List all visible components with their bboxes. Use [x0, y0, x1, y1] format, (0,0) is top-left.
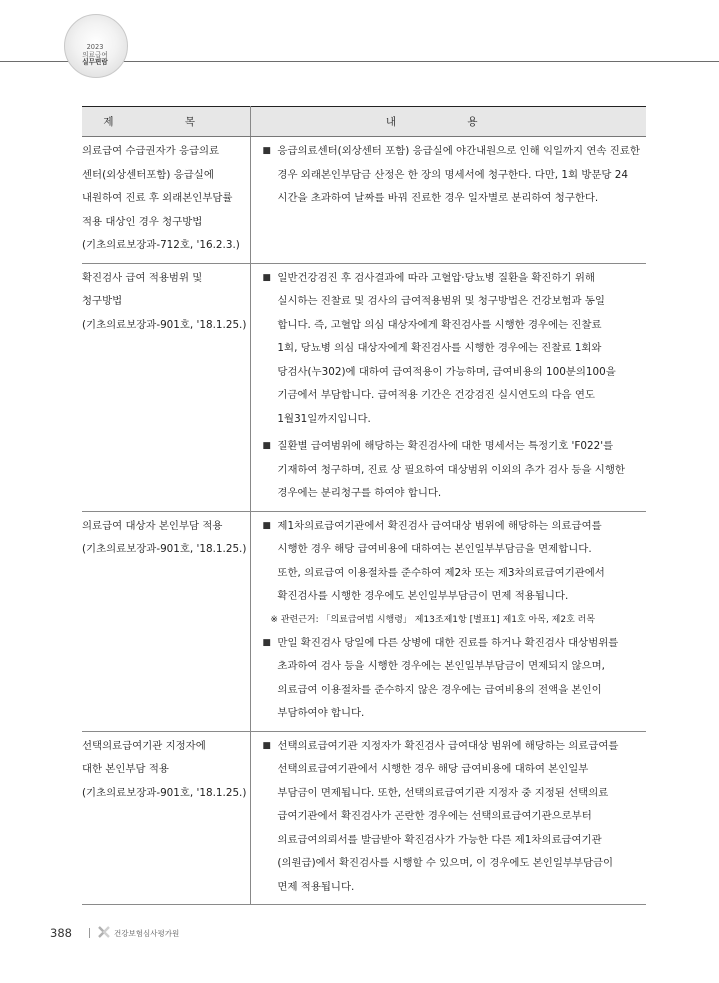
bullet-item — [262, 632, 644, 726]
header-title-cell — [82, 107, 251, 137]
row-title-line: 확진검사 급여 적용범위 및 — [82, 271, 203, 284]
row-title-line: 선택의료급여기관 지정자에 — [82, 739, 206, 752]
bullet-item — [262, 735, 644, 900]
row-title-line: 의료급여 대상자 본인부담 적용 — [82, 519, 223, 532]
content-line: 제1차의료급여기관에서 확진검사 급여대상 범위에 해당하는 의료급여를 — [277, 519, 602, 532]
row-reference: (기초의료보장과-901호, '18.1.25.) — [82, 786, 247, 799]
organization-logo-icon — [97, 925, 111, 939]
content-line: 시간을 초과하여 날짜를 바꿔 진료한 경우 일자별로 분리하여 청구한다. — [277, 192, 599, 204]
content-line: 시행한 경우 해당 급여비용에 대하여는 본인일부부담금을 면제합니다. — [277, 543, 592, 555]
content-line: 확진검사를 시행한 경우에도 본인일부부담금이 면제 적용됩니다. — [277, 590, 569, 602]
square-bullet-icon: ■ — [262, 146, 271, 156]
content-line: 기재하여 청구하며, 진료 상 필요하여 대상범위 이외의 추가 검사 등을 시행한 — [277, 463, 625, 476]
legal-basis-note: ※ 관련근거: 「의료급여법 시행령」 제13조제1항 [별표1] 제1호 아목, 제2호 러목 — [270, 614, 596, 625]
content-line: 일반건강검진 후 검사결과에 따라 고혈압·당뇨병 질환을 확진하기 위해 — [277, 271, 595, 284]
bullet-item — [262, 140, 644, 211]
row-reference: (기초의료보장과-901호, '18.1.25.) — [82, 318, 247, 331]
bullet-item — [262, 515, 644, 609]
table-header-row — [82, 107, 646, 137]
bullet-item — [262, 267, 644, 432]
square-bullet-icon: ■ — [262, 520, 271, 531]
row-title-line: 의료급여 수급권자가 응급의료 — [82, 145, 220, 157]
page-number: 388 — [50, 926, 72, 940]
row-title-line: 내원하여 진료 후 외래본인부담률 — [82, 192, 233, 204]
square-bullet-icon: ■ — [262, 441, 271, 451]
square-bullet-icon: ■ — [262, 272, 271, 283]
content-line: 1회, 당뇨병 의심 대상자에게 확진검사를 시행한 경우에는 진찰료 1회와 — [277, 342, 602, 354]
row-title-cell — [82, 731, 251, 905]
row-title-line: 센터(외상센터포함) 응급실에 — [82, 168, 214, 181]
square-bullet-icon: ■ — [262, 740, 271, 751]
table-row — [82, 731, 646, 905]
content-line: (의원급)에서 확진검사를 시행할 수 있으며, 이 경우에도 본인일부부담금이 — [277, 857, 614, 869]
row-title-line: 대한 본인부담 적용 — [82, 763, 169, 775]
content-line: 의료급여의뢰서를 발급받아 확진검사가 가능한 다른 제1차의료급여기관 — [277, 833, 602, 846]
row-title-cell — [82, 511, 251, 731]
footer-divider — [89, 928, 90, 938]
badge-text — [64, 44, 126, 67]
table-row — [82, 263, 646, 511]
header-content-cell — [251, 107, 646, 137]
organization-name: 건강보험심사평가원 — [114, 929, 180, 938]
content-line: 의료급여 이용절차를 준수하지 않은 경우에는 급여비용의 전액을 본인이 — [277, 683, 602, 696]
content-line: 실시하는 진찰료 및 검사의 급여적용범위 및 청구방법은 건강보험과 동일 — [277, 295, 605, 307]
row-title-line: 적용 대상인 경우 청구방법 — [82, 215, 203, 228]
content-line: 만일 확진검사 당일에 다른 상병에 대한 진료를 하거나 확진검사 대상범위를 — [277, 636, 619, 649]
content-line: 부담하여야 합니다. — [277, 707, 365, 719]
row-content-cell — [251, 731, 646, 905]
table-row — [82, 137, 646, 264]
row-content-cell — [251, 137, 646, 264]
square-bullet-icon: ■ — [262, 637, 271, 648]
content-line: 또한, 의료급여 이용절차를 준수하여 제2차 또는 제3차의료급여기관에서 — [277, 566, 605, 579]
content-line: 질환별 급여범위에 해당하는 확진검사에 대한 명세서는 특정기호 'F022'를 — [277, 440, 614, 452]
badge-year: 2023 — [86, 43, 104, 51]
table-row — [82, 511, 646, 731]
content-line: 부담금이 면제됩니다. 또한, 선택의료급여기관 지정자 중 지정된 선택의료 — [277, 786, 609, 799]
content-line: 경우에는 분리청구를 하여야 합니다. — [277, 487, 442, 499]
bullet-item — [262, 435, 644, 506]
content-line: 1월31일까지입니다. — [277, 412, 371, 425]
content-line: 선택의료급여기관 지정자가 확진검사 급여대상 범위에 해당하는 의료급여를 — [277, 739, 619, 752]
content-line: 급여기관에서 확진검사가 곤란한 경우에는 선택의료급여기관으로부터 — [277, 810, 592, 822]
content-line: 경우 외래본인부담금 산정은 한 장의 명세서에 청구한다. 다만, 1회 방문당 24 — [277, 168, 628, 181]
content-line: 합니다. 즉, 고혈압 의심 대상자에게 확진검사를 시행한 경우에는 진찰료 — [277, 318, 602, 331]
content-line: 응급의료센터(외상센터 포함) 응급실에 야간내원으로 인해 익일까지 연속 진료한 — [277, 145, 640, 157]
header-content: 내 용 — [385, 116, 512, 128]
row-reference: (기초의료보장과-712호, '16.2.3.) — [82, 239, 240, 251]
row-title-line: 청구방법 — [82, 295, 123, 307]
row-title-cell — [82, 137, 251, 264]
row-title-cell — [82, 263, 251, 511]
header-title: 제 목 — [103, 116, 230, 128]
content-line: 기금에서 부담합니다. 급여적용 기간은 건강검진 실시연도의 다음 연도 — [277, 389, 595, 401]
content-line: 초과하여 검사 등을 시행한 경우에는 본인일부부담금이 면제되지 않으며, — [277, 660, 605, 672]
content-line: 선택의료급여기관에서 시행한 경우 해당 급여비용에 대하여 본인일부 — [277, 763, 589, 775]
badge-title-line1: 의료급여 — [82, 50, 108, 59]
row-content-cell — [251, 511, 646, 731]
content-line: 당검사(누302)에 대하여 급여적용이 가능하며, 급여비용의 100분의100을 — [277, 365, 616, 378]
content-table — [82, 106, 646, 905]
row-reference: (기초의료보장과-901호, '18.1.25.) — [82, 543, 247, 555]
content-line: 면제 적용됩니다. — [277, 880, 355, 893]
badge-title-line2: 실무편람 — [82, 58, 108, 67]
row-content-cell — [251, 263, 646, 511]
